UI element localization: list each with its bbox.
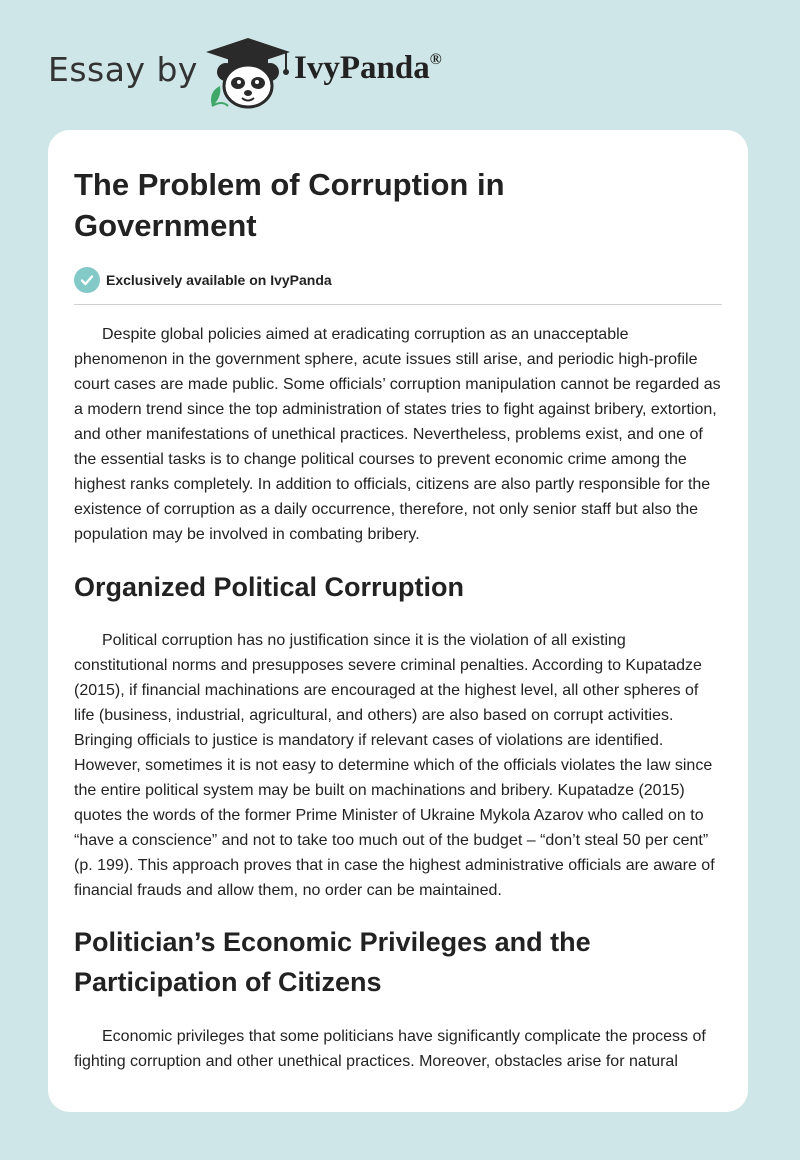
site-header	[0, 0, 800, 130]
paragraph-intro: Despite global policies aimed at eradicating corruption as an unacceptable phenomenon in the government sphere, acute issues still arise, and periodic high-profile court cases are made public. Some officials’ corruption manipulation cannot be regarded as a modern trend since the top administration of states tries to fight against bribery, extortion, and other manifestations of unethical practices. Nevertheless, problems exist, and one of the essential tasks is to change political courses to prevent economic crime among the highest ranks completely. In addition to officials, citizens are also partly responsible for the existence of corruption as a daily occurrence, therefore, not only senior staff but also the population may be involved in combating bribery.	[74, 326, 721, 543]
article-card	[48, 130, 748, 1112]
page-title: The Problem of Corruption in Government	[74, 167, 505, 243]
panda-graduate-logo-icon[interactable]	[198, 36, 298, 110]
brand-prefix: Essay by	[48, 50, 198, 89]
paragraph-organized-corruption: Political corruption has no justification since it is the violation of all existing constitutional norms and presupposes severe criminal penalties. According to Kupatadze (2015), if financial machinations are encouraged at the highest level, all other spheres of life (business, industrial, agricultural, and others) are also based on corrupt activities. Bringing officials to justice is mandatory if relevant cases of violations are identified. However, sometimes it is not easy to determine which of the officials violates the law since the entire political system may be built on machinations and bribery. Kupatadze (2015) quotes the words of the former Prime Minister of Ukraine Mykola Azarov who called on to “have a conscience” and not to take too much out of the budget – “don’t steal 50 per cent” (p. 199). This approach proves that in case the highest administrative officials are aware of financial frauds and allow them, no order can be maintained.	[74, 632, 715, 899]
exclusive-label: Exclusively available on IvyPanda	[106, 272, 332, 288]
paragraph-economic-privileges: Economic privileges that some politicians have significantly complicate the process of fighting corruption and other unethical practices. Moreover, obstacles arise for natural	[74, 1028, 706, 1070]
registered-mark: ®	[429, 51, 442, 68]
exclusive-badge	[74, 266, 722, 294]
brand-name[interactable]: IvyPanda®	[294, 50, 442, 86]
divider	[74, 304, 722, 305]
section-heading-economic-privileges: Politician’s Economic Privileges and the Participation of Citizens	[74, 927, 591, 997]
section-heading-organized-corruption: Organized Political Corruption	[74, 572, 465, 602]
check-icon	[74, 267, 100, 293]
